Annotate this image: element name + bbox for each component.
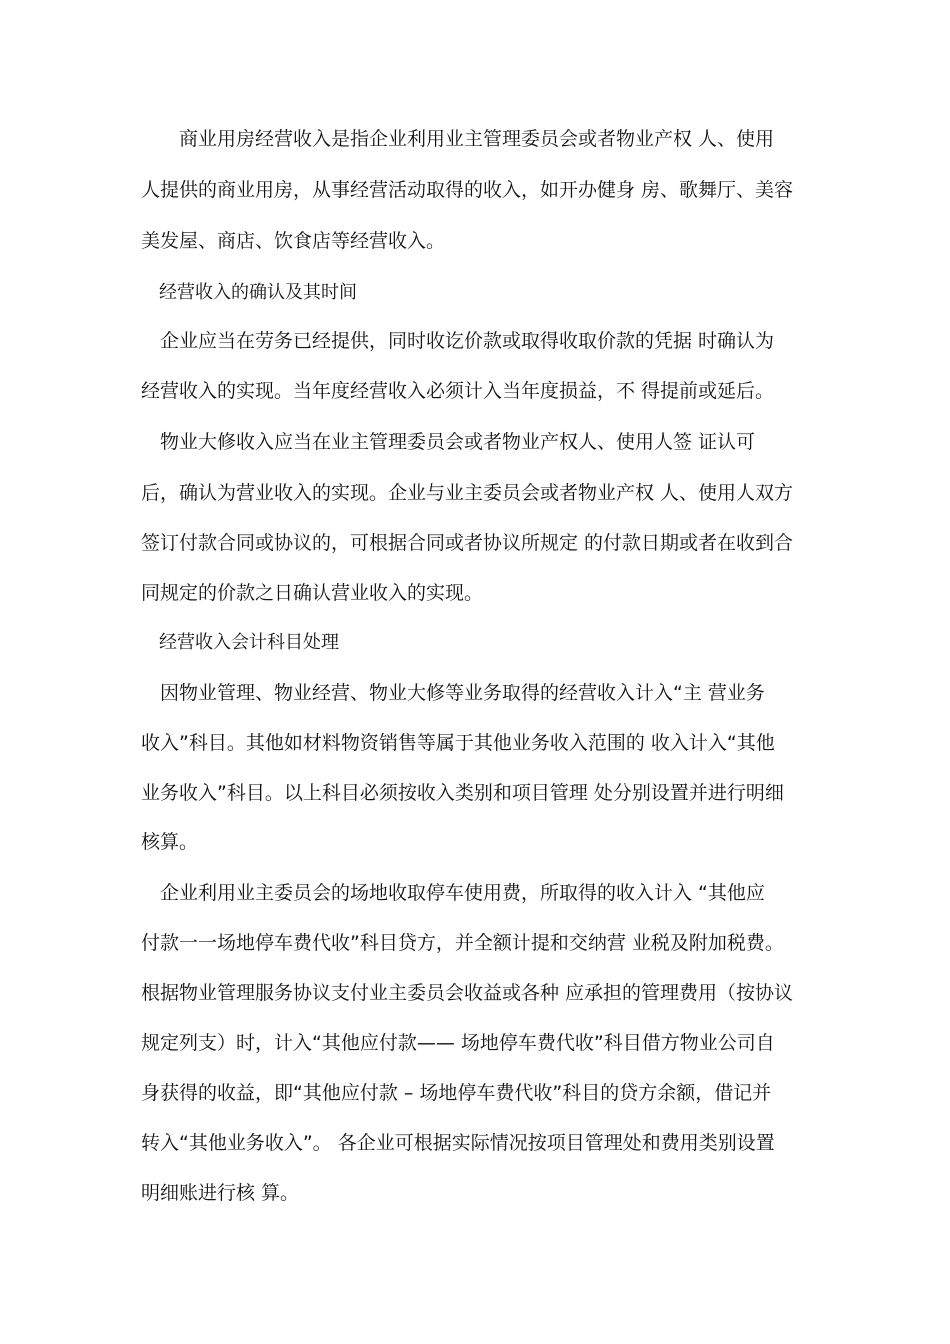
paragraph-line: 企业利用业主委员会的场地收取停车使用费，所取得的收入计入 “其他应 [141, 882, 765, 904]
paragraph-line: 明细账进行核 算。 [141, 1182, 300, 1204]
paragraph-line: 付款一一场地停车费代收”科目贷方，并全额计提和交纳营 业税及附加税费。 [141, 932, 784, 954]
paragraph-line: 物业大修收入应当在业主管理委员会或者物业产权人、使用人签 证认可 [141, 431, 756, 453]
paragraph-line: 根据物业管理服务协议支付业主委员会收益或各种 应承担的管理费用（按协议 [141, 982, 794, 1004]
paragraph-line: 签订付款合同或协议的，可根据合同或者协议所规定 的付款日期或者在收到合 [141, 532, 794, 554]
paragraph-line: 因物业管理、物业经营、物业大修等业务取得的经营收入计入“主 营业务 [141, 682, 765, 704]
paragraph-line: 核算。 [141, 831, 199, 853]
paragraph-line: 后，确认为营业收入的实现。企业与业主委员会或者物业产权 人、使用人双方 [141, 482, 794, 504]
paragraph-line: 美发屋、商店、饮食店等经营收入。 [141, 230, 446, 252]
paragraph-line: 转入“其他业务收入”。 各企业可根据实际情况按项目管理处和费用类别设置 [141, 1132, 775, 1154]
paragraph-line: 身获得的收益，即“其他应付款 – 场地停车费代收”科目的贷方余额，借记并 [141, 1082, 772, 1104]
paragraph-line: 企业应当在劳务已经提供，同时收讫价款或取得收取价款的凭据 时确认为 [141, 330, 775, 352]
paragraph-line: 商业用房经营收入是指企业利用业主管理委员会或者物业产权 人、使用 [141, 128, 775, 150]
paragraph-line: 经营收入的实现。当年度经营收入必须计入当年度损益，不 得提前或延后。 [141, 380, 775, 402]
paragraph-line: 规定列支）时，计入“其他应付款—— 场地停车费代收”科目借方物业公司自 [141, 1032, 775, 1054]
section-heading: 经营收入的确认及其时间 [141, 282, 357, 303]
paragraph-line: 业务收入”科目。以上科目必须按收入类别和项目管理 处分别设置并进行明细 [141, 782, 784, 804]
paragraph-line: 同规定的价款之日确认营业收入的实现。 [141, 582, 484, 604]
paragraph-line: 收入”科目。其他如材料物资销售等属于其他业务收入范围的 收入计入“其他 [141, 732, 775, 754]
paragraph-line: 人提供的商业用房，从事经营活动取得的收入，如开办健身 房、歌舞厅、美容 [141, 179, 794, 201]
section-heading: 经营收入会计科目处理 [141, 632, 339, 653]
